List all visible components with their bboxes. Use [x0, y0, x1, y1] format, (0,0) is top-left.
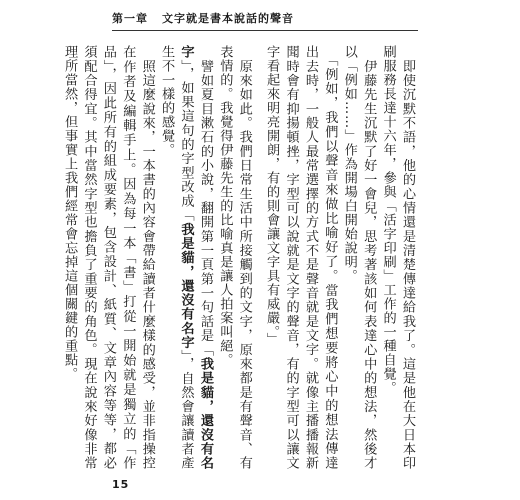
- page-number: 15: [112, 478, 130, 491]
- paragraph: [157, 45, 215, 470]
- chapter-label: 第一章: [112, 12, 148, 25]
- paragraph-text: 「例如，我們以聲音來做比喻好了。當我們想要將心中的想法傳達出去時，一般人最常選擇的方式不是聲音就是文字。就像主播播報新聞時會有抑揚頓挫，字型可以說就是文字的聲音，有的字型可以讓文字看起來明亮開朗，有的則會讓文字具有威嚴。」: [264, 45, 338, 470]
- emphasized-quote: 我是貓，還沒有名字: [178, 45, 213, 471]
- paragraph-text: 原來如此。我們日常生活中所接觸到的文字，原來都是有聲音、有表情的。我覺得伊藤先生的比喻真是讓人拍案叫絕。: [217, 45, 252, 471]
- body-text: [62, 45, 417, 471]
- running-header: [112, 8, 412, 28]
- paragraph: [60, 45, 157, 470]
- header-rule: [112, 30, 418, 31]
- paragraph-text: 即使沉默不語，他的心情還是清楚傳達給我了。這是他在大日本印刷服務長達十六年，參與「活字印刷」工作的一種自覺。: [380, 45, 415, 471]
- paragraph-text: 照這麼說來，一本書的內容會帶給讀者什麼樣的感受，並非指操控在作者及編輯手上。因為每一本「書」打從一開始就是獨立的「作品」，因此所有的組成要素，包含設計、紙質、文章內容等等，都必須配合得宜。其中當然字型也擔負了重要的角色。現在說來好像非常理所當然，但事實上我們經常會忘掉這個關鍵的重點。: [62, 45, 155, 471]
- paragraph: [378, 45, 417, 470]
- emphasized-quote: 我是貓，還沒有名字: [178, 222, 194, 350]
- paragraph: [262, 45, 340, 470]
- paragraph-text: 譬如夏目漱石的小說，翻開第一頁第一句話是「: [197, 59, 213, 357]
- paragraph-text: 」，自然會讓讀者產生不一樣的感覺。: [159, 45, 194, 471]
- chapter-title: 文字就是書本說話的聲音: [162, 12, 294, 25]
- paragraph-text: 伊藤先生沉默了好一會兒，思考著該如何表達心中的想法，然後才以「例如……」作為開場白開始說明。: [341, 45, 377, 471]
- paragraph: [215, 45, 254, 470]
- paragraph: [339, 45, 378, 470]
- paragraph-text: 」，如果這句的字型改成「: [178, 59, 194, 223]
